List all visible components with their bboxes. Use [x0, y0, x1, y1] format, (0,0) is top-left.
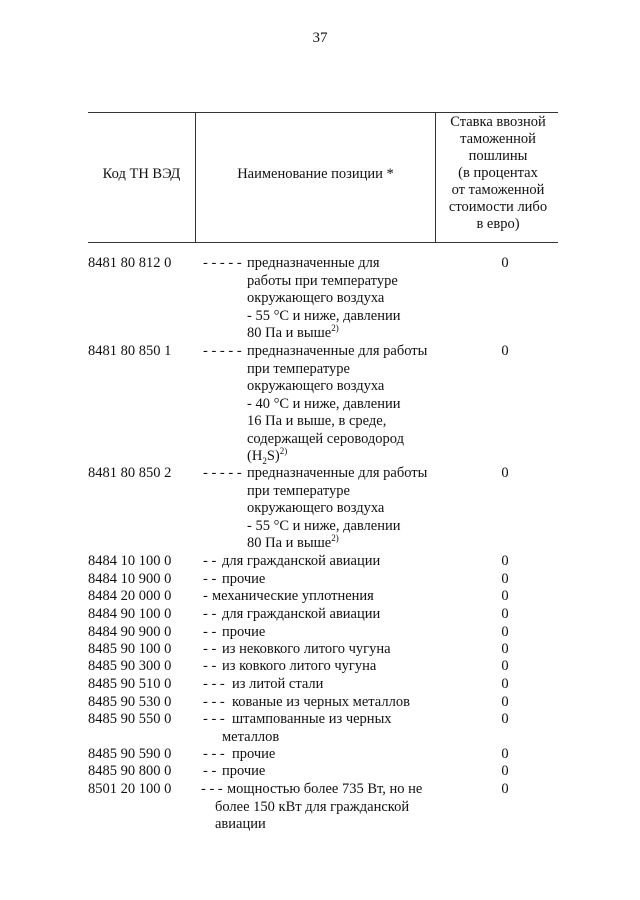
row-code: 8484 20 000 0 [88, 588, 172, 604]
row-name [222, 711, 392, 746]
header-rate-line: таможенной [460, 131, 536, 147]
row-code: 8485 90 100 0 [88, 641, 172, 657]
row-code: 8485 90 510 0 [88, 676, 172, 692]
name-line: прочие [222, 571, 266, 587]
name-line: 80 Па и выше [247, 325, 332, 341]
row-dash: - - [203, 606, 217, 622]
row-rate: 0 [501, 606, 509, 622]
row-code: 8485 90 530 0 [88, 694, 172, 710]
row-rate: 0 [501, 711, 509, 727]
row-name [222, 553, 380, 571]
row-rate: 0 [501, 781, 509, 797]
row-dash: - - - [201, 781, 223, 797]
row-name [247, 255, 401, 343]
name-line: 80 Па и выше [247, 535, 332, 551]
row-code: 8484 10 900 0 [88, 571, 172, 587]
header-bottom-rule [88, 242, 558, 243]
header-rate-line: Ставка ввозной [450, 114, 546, 130]
row-rate: 0 [501, 255, 509, 271]
row-dash: - - - - - [203, 255, 242, 271]
row-name [222, 658, 376, 676]
name-line: кованые из черных металлов [232, 694, 410, 710]
name-line: прочие [222, 624, 266, 640]
row-code: 8481 80 812 0 [88, 255, 172, 271]
row-dash: - - [203, 763, 217, 779]
row-name [222, 763, 265, 781]
row-rate: 0 [501, 588, 509, 604]
footnote-mark: 2) [279, 446, 288, 457]
name-line: 16 Па и выше, в среде, [247, 413, 387, 429]
name-line: из литой стали [232, 676, 324, 692]
header-rate-line: от таможенной [451, 182, 545, 198]
footnote-mark: 2) [331, 533, 339, 544]
row-dash: - - - [203, 711, 225, 727]
header-rate-line: пошлины [468, 148, 528, 164]
row-dash: - - - - - [203, 465, 242, 481]
row-code: 8484 90 900 0 [88, 624, 172, 640]
name-line: механические уплотнения [212, 588, 374, 604]
name-line: из нековкого литого чугуна [222, 641, 391, 657]
name-line: окружающего воздуха [247, 378, 385, 394]
row-code: 8485 90 590 0 [88, 746, 172, 762]
row-code: 8484 10 100 0 [88, 553, 172, 569]
row-name [232, 694, 410, 712]
header-rate [436, 114, 560, 233]
formula-subscript: 2 [262, 455, 267, 466]
formula-part: S) [266, 448, 280, 464]
row-name [212, 588, 374, 606]
row-dash: - [203, 588, 208, 604]
row-name [215, 781, 423, 834]
row-dash: - - [203, 571, 217, 587]
row-code: 8485 90 800 0 [88, 763, 172, 779]
row-code: 8484 90 100 0 [88, 606, 172, 622]
row-dash: - - [203, 658, 217, 674]
name-line: окружающего воздуха [247, 290, 385, 306]
formula-part: (H [247, 448, 263, 464]
header-rate-line: в евро) [476, 216, 520, 232]
name-line: прочие [232, 746, 276, 762]
row-name [232, 676, 323, 694]
row-name [247, 343, 427, 466]
header-name: Наименование позиции * [237, 166, 394, 182]
name-line: - 55 °С и ниже, давлении [247, 307, 401, 324]
name-line: - 40 °С и ниже, давлении [247, 395, 401, 412]
row-code: 8481 80 850 1 [88, 343, 172, 359]
name-line: предназначенные для работы [247, 465, 428, 481]
name-line: мощностью более 735 Вт, но не [227, 781, 423, 797]
row-dash: - - [203, 641, 217, 657]
name-line: при температуре [247, 482, 350, 499]
row-dash: - - - [203, 676, 225, 692]
row-dash: - - - [203, 746, 225, 762]
row-rate: 0 [501, 624, 509, 640]
row-rate: 0 [501, 746, 509, 762]
header-code: Код ТН ВЭД [102, 166, 181, 182]
row-rate: 0 [501, 641, 509, 657]
name-line: предназначенные для работы [247, 343, 428, 359]
name-line: авиации [215, 816, 266, 832]
row-code: 8481 80 850 2 [88, 465, 172, 481]
row-dash: - - - - - [203, 343, 242, 359]
name-line: для гражданской авиации [222, 553, 381, 569]
name-line: более 150 кВт для гражданской [215, 798, 410, 815]
name-line: из ковкого литого чугуна [222, 658, 377, 674]
row-rate: 0 [501, 553, 509, 569]
row-rate: 0 [501, 763, 509, 779]
header-rate-line: стоимости либо [448, 199, 548, 215]
name-line: металлов [222, 728, 280, 745]
row-name [232, 746, 275, 764]
name-line: при температуре [247, 360, 350, 377]
name-line: предназначенные для [247, 255, 380, 271]
name-line: работы при температуре [247, 272, 398, 289]
row-rate: 0 [501, 465, 509, 481]
table-top-rule [88, 112, 558, 113]
row-rate: 0 [501, 571, 509, 587]
name-line: окружающего воздуха [247, 500, 385, 516]
row-rate: 0 [501, 343, 509, 359]
row-dash: - - - [203, 694, 225, 710]
row-name [222, 641, 391, 659]
row-dash: - - [203, 553, 217, 569]
row-code: 8485 90 300 0 [88, 658, 172, 674]
header-rate-line: (в процентах [458, 165, 538, 181]
name-line: - 55 °С и ниже, давлении [247, 517, 401, 534]
row-name [222, 606, 380, 624]
row-code: 8501 20 100 0 [88, 781, 172, 797]
row-name [222, 624, 265, 642]
name-line: для гражданской авиации [222, 606, 381, 622]
row-dash: - - [203, 624, 217, 640]
page-number: 37 [312, 30, 328, 46]
name-line: штампованные из черных [232, 711, 392, 727]
row-name [222, 571, 265, 589]
row-code: 8485 90 550 0 [88, 711, 172, 727]
row-name [247, 465, 427, 553]
name-line: прочие [222, 763, 266, 779]
chemical-formula [247, 448, 427, 466]
row-rate: 0 [501, 694, 509, 710]
row-rate: 0 [501, 676, 509, 692]
row-rate: 0 [501, 658, 509, 674]
name-line: содержащей сероводород [247, 430, 404, 447]
footnote-mark: 2) [331, 323, 339, 334]
